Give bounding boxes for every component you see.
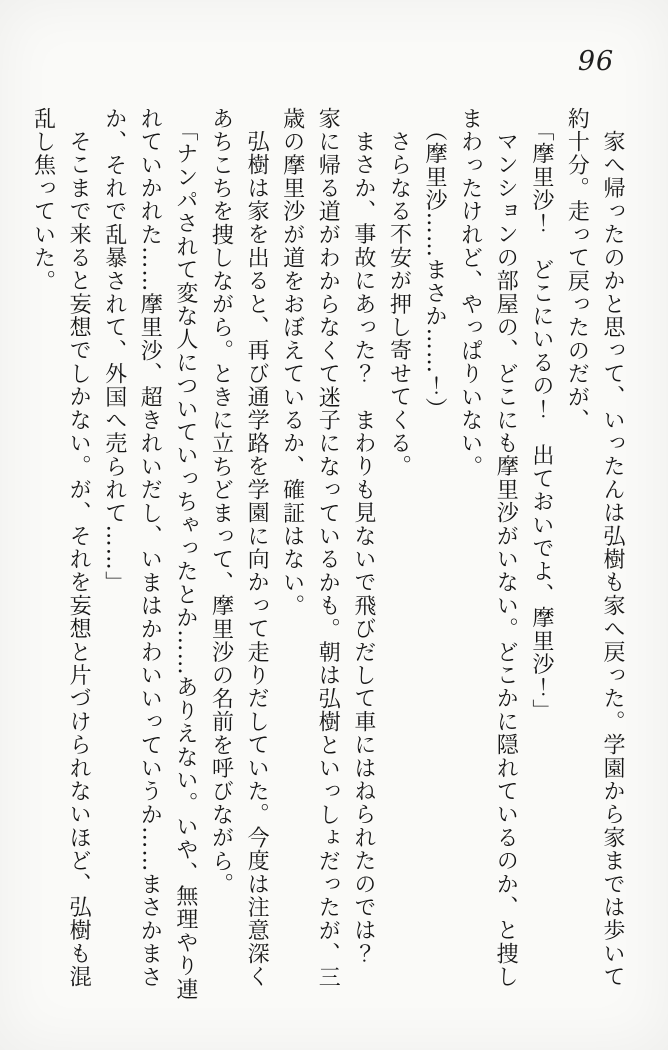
text-line: （摩里沙……まさか……！）: [422, 118, 448, 421]
text-line: 「摩里沙！ どこにいるの！ 出ておいでよ、摩里沙！」: [528, 118, 554, 722]
text-line: 家に帰る道がわからなくて迷子になっているかも。朝は弘樹といっしょだったが、三: [315, 107, 341, 989]
text-line: 歳の摩里沙が道をおぼえているか、確証はない。: [279, 107, 305, 618]
text-line: あちこちを捜しながら。ときに立ちどまって、摩里沙の名前を呼びながら。: [208, 107, 234, 896]
text-line: 約十分。走って戻ったのだが、: [564, 107, 590, 432]
text-line: れていかれた……摩里沙、超きれいだし、いまはかわいいっていうか……まさかまさ: [137, 107, 163, 989]
text-line: 家へ帰ったのかと思って、いったんは弘樹も家へ戻った。学園から家までは歩いて: [600, 130, 625, 989]
text-line: まさか、事故にあった？ まわりも見ないで飛びだして車にはねられたのでは？: [350, 130, 376, 966]
text-line: まわったけれど、やっぱりいない。: [457, 107, 483, 479]
text-line: マンションの部屋の、どこにも摩里沙がいない。どこかに隠れているのか、と捜し: [493, 130, 519, 989]
text-line: か、それで乱暴されて、外国へ売られて……」: [101, 107, 127, 595]
text-line: そこまで来ると妄想でしかない。が、それを妄想と片づけられないほど、弘樹も混: [66, 130, 92, 989]
text-line: 弘樹は家を出ると、再び通学路を学園に向かって走りだしていた。今度は注意深く: [244, 130, 270, 989]
text-line: 乱し焦っていた。: [30, 107, 56, 293]
text-block: [22, 107, 630, 1000]
page-number: 96: [577, 46, 615, 77]
text-line: 「ナンパされて変な人についていっちゃったとか……ありえない。いや、無理やり連: [172, 118, 198, 1001]
text-line: さらなる不安が押し寄せてくる。: [386, 130, 412, 479]
